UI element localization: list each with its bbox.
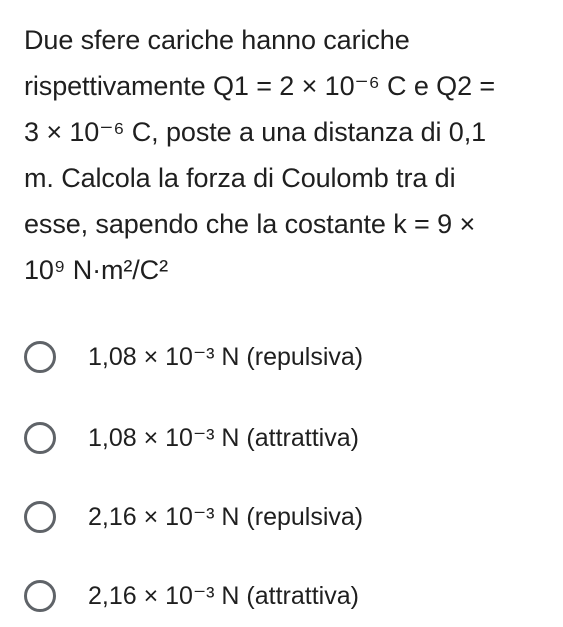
answer-option-1[interactable]	[24, 332, 363, 382]
answer-option-4[interactable]	[24, 571, 359, 621]
answer-option-label: 2,16 × 10⁻³ N (repulsiva)	[88, 503, 364, 531]
question-text	[24, 17, 554, 293]
radio-button-icon[interactable]	[24, 580, 56, 612]
question-line: Due sfere cariche hanno cariche	[24, 25, 410, 55]
answer-option-label: 1,08 × 10⁻³ N (repulsiva)	[88, 343, 364, 371]
answer-option-label: 1,08 × 10⁻³ N (attrattiva)	[88, 424, 359, 452]
radio-button-icon[interactable]	[24, 501, 56, 533]
radio-button-icon[interactable]	[24, 341, 56, 373]
answer-option-3[interactable]	[24, 492, 363, 542]
answer-option-label: 2,16 × 10⁻³ N (attrattiva)	[88, 582, 359, 610]
question-line: m. Calcola la forza di Coulomb tra di	[24, 163, 456, 193]
answer-option-2[interactable]	[24, 413, 359, 463]
question-line: esse, sapendo che la costante k = 9 ×	[24, 209, 476, 239]
question-line: rispettivamente Q1 = 2 × 10⁻⁶ C e Q2 =	[24, 71, 496, 101]
question-line: 3 × 10⁻⁶ C, poste a una distanza di 0,1	[24, 117, 487, 147]
radio-button-icon[interactable]	[24, 422, 56, 454]
question-line: 10⁹ N·m²/C²	[24, 255, 168, 285]
